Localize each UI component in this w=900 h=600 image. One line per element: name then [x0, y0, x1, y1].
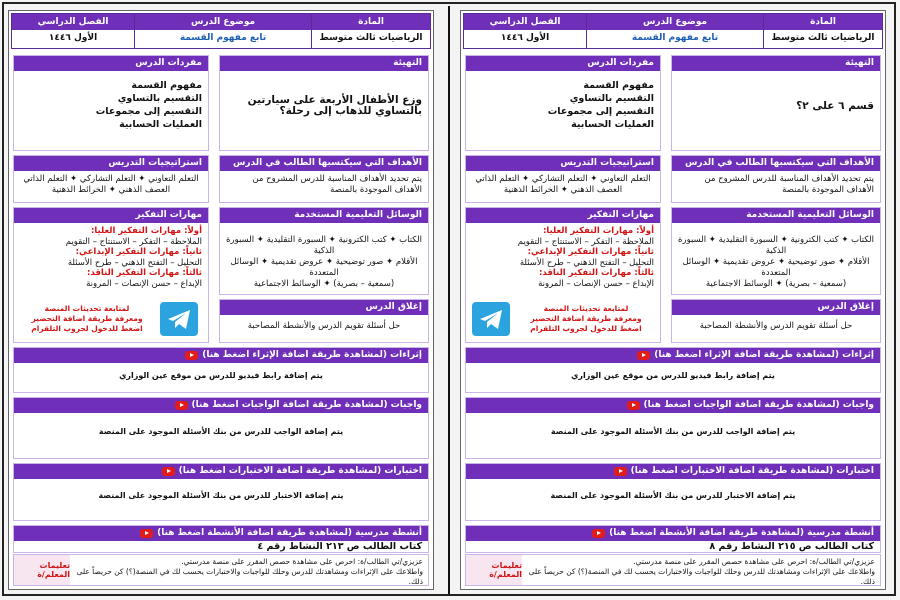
notes-text — [522, 555, 880, 585]
notes-line: واطلاعك على الإثراءات ومشاهدتك للدرس وحلك للواجبات والاختبارات يحسب لك في المنصة(؟) كن حريصاً على ذلك. — [76, 567, 423, 586]
enrich-label: إثراءات (لمشاهدة طريقة اضافة الإثراء اضغط هنا) — [654, 350, 874, 360]
activities-header[interactable] — [466, 526, 880, 541]
objectives-box — [219, 155, 429, 203]
notes-label: تعليمات المعلم/ة — [466, 555, 522, 585]
subject-label: المادة — [764, 14, 882, 30]
youtube-icon[interactable] — [614, 467, 627, 476]
objectives-header: الأهداف التي سيكتسبها الطالب في الدرس — [672, 156, 880, 171]
promo-line: لمتابعة تحديثات المنصة — [44, 304, 130, 313]
vocab-item: التقسيم بالتساوي — [569, 93, 654, 104]
enrich-text: يتم إضافة رابط فيديو للدرس من موقع عين الوزاري — [119, 371, 323, 380]
skills-box — [465, 207, 661, 343]
promo-line: ومعرفة طريقة اضافة التحضير — [31, 314, 143, 323]
notes-line: واطلاعك على الإثراءات ومشاهدتك للدرس وحلك للواجبات والاختبارات يحسب لك في المنصة(؟) كن حريصاً على ذلك. — [528, 567, 875, 586]
tests-section — [13, 463, 429, 521]
aids-box — [671, 207, 881, 295]
strategies-header: استراتيجيات التدريس — [14, 156, 208, 171]
topic-value: تابع مفهوم القسمة — [179, 33, 267, 43]
closing-text: حل أسئلة تقويم الدرس والأنشطة المصاحبة — [247, 321, 401, 331]
homework-section — [13, 397, 429, 459]
promo-line: اضغط للدخول لجروب التلقرام — [31, 324, 143, 333]
activity-text: كتاب الطالب ص ٢١٣ النشاط رقم ٤ — [257, 541, 422, 552]
lesson-header — [463, 13, 883, 49]
topic-value: تابع مفهوم القسمة — [631, 33, 719, 43]
tests-text: يتم إضافة الاختبار للدرس من بنك الأسئلة الموجود على المنصة — [550, 491, 796, 500]
youtube-icon[interactable] — [592, 529, 605, 538]
objectives-text: يتم تحديد الأهداف المناسبة للدرس المشروح من الأهداف الموجودة بالمنصة — [704, 174, 874, 195]
skills-heading: ثانياً: مهارات التفكير الإبداعي: — [75, 247, 202, 257]
topic-cell — [134, 14, 311, 48]
telegram-promo[interactable] — [18, 304, 156, 334]
enrich-section — [465, 347, 881, 393]
vocab-header: مفردات الدرس — [14, 56, 208, 71]
closing-text: حل أسئلة تقويم الدرس والأنشطة المصاحبة — [699, 321, 853, 331]
intro-header: التهيئة — [672, 56, 880, 71]
promo-line: ومعرفة طريقة اضافة التحضير — [530, 314, 642, 323]
activities-section — [13, 525, 429, 553]
activities-section — [465, 525, 881, 553]
closing-header: إغلاق الدرس — [220, 300, 428, 315]
skills-list — [466, 223, 660, 292]
intro-text: وزع الأطفال الأربعة على سيارتين بالتساوي للذهاب إلى رحلة؟ — [247, 94, 422, 117]
objectives-header: الأهداف التي سيكتسبها الطالب في الدرس — [220, 156, 428, 171]
closing-header: إغلاق الدرس — [672, 300, 880, 315]
homework-section — [465, 397, 881, 459]
closing-box — [671, 299, 881, 343]
activities-label: أنشطة مدرسية (لمشاهدة طريقة اضافة الأنشطة اضغط هنا) — [609, 528, 874, 538]
skills-text: التحليل – التفتح الذهني – طرح الأسئلة — [519, 257, 654, 268]
youtube-icon[interactable] — [627, 401, 640, 410]
term-cell — [12, 14, 134, 48]
vocab-item: التقسيم إلى مجموعات — [95, 106, 202, 117]
skills-list — [14, 223, 208, 292]
aid-line: (سمعية – بصرية) ✦ الوسائط الاجتماعية — [253, 279, 395, 289]
topic-label: موضوع الدرس — [135, 14, 311, 30]
subject-cell — [763, 14, 882, 48]
vocab-item: مفهوم القسمة — [131, 80, 202, 91]
aid-line: الكتاب ✦ كتب الكترونية ✦ السبورة التقليدية ✦ السبورة الذكية — [678, 235, 874, 256]
strategies-box — [465, 155, 661, 203]
tests-label: اختبارات (لمشاهدة طريقة اضافة الاختبارات اضغط هنا) — [178, 466, 422, 476]
vocab-item: مفهوم القسمة — [583, 80, 654, 91]
promo-line: لمتابعة تحديثات المنصة — [543, 304, 629, 313]
youtube-icon[interactable] — [185, 351, 198, 360]
enrich-text: يتم إضافة رابط فيديو للدرس من موقع عين الوزاري — [571, 371, 775, 380]
aids-list — [672, 223, 880, 293]
aids-list — [220, 223, 428, 293]
vocab-list — [14, 71, 208, 134]
strategies-list — [14, 171, 208, 199]
tests-header[interactable] — [466, 464, 880, 479]
term-label: الفصل الدراسي — [464, 14, 586, 30]
strategies-header: استراتيجيات التدريس — [466, 156, 660, 171]
term-label: الفصل الدراسي — [12, 14, 134, 30]
tests-section — [465, 463, 881, 521]
sheet-divider — [448, 6, 450, 594]
vocab-box — [465, 55, 661, 151]
intro-box — [219, 55, 429, 151]
intro-text: قسم ٦ على ٢؟ — [796, 100, 874, 112]
strategy-line: العصف الذهني ✦ الخرائط الذهنية — [503, 185, 623, 195]
aid-line: الأقلام ✦ صور توضيحية ✦ عروض تقديمية ✦ الوسائل المتعددة — [682, 257, 870, 278]
skills-heading: ثالثاً: مهارات التفكير الناقد: — [87, 268, 202, 278]
strategies-box — [13, 155, 209, 203]
enrich-section — [13, 347, 429, 393]
objectives-box — [671, 155, 881, 203]
tests-label: اختبارات (لمشاهدة طريقة اضافة الاختبارات اضغط هنا) — [630, 466, 874, 476]
skills-heading: ثانياً: مهارات التفكير الإبداعي: — [527, 247, 654, 257]
objectives-text: يتم تحديد الأهداف المناسبة للدرس المشروح من الأهداف الموجودة بالمنصة — [252, 174, 422, 195]
topic-label: موضوع الدرس — [587, 14, 763, 30]
youtube-icon[interactable] — [637, 351, 650, 360]
strategies-list — [466, 171, 660, 199]
telegram-icon[interactable] — [472, 302, 510, 336]
homework-label: واجبات (لمشاهدة طريقة اضافة الواجبات اضغط هنا) — [643, 400, 874, 410]
closing-box — [219, 299, 429, 343]
strategy-line: التعلم التعاوني ✦ التعلم التشاركي ✦ التعلم الذاتي — [23, 174, 199, 184]
aids-header: الوسائل التعليمية المستخدمة — [220, 208, 428, 223]
homework-header[interactable] — [466, 398, 880, 413]
skills-text: الإبداع – حسن الإنصات – المرونة — [538, 278, 654, 289]
notes-line: عزيزي/تي الطالب/ة: احرص على مشاهدة حصص المقرر على منصة مدرستي. — [181, 557, 423, 566]
teacher-notes — [465, 554, 881, 586]
subject-value: الرياضيات ثالث متوسط — [319, 33, 423, 43]
skills-heading: أولاً: مهارات التفكير العليا: — [542, 226, 654, 236]
skills-box — [13, 207, 209, 343]
intro-header: التهيئة — [220, 56, 428, 71]
skills-text: التحليل – التفتح الذهني – طرح الأسئلة — [67, 257, 202, 268]
strategy-line: التعلم التعاوني ✦ التعلم التشاركي ✦ التعلم الذاتي — [475, 174, 651, 184]
skills-text: الملاحظة – التفكر – الاستنتاج – التقويم — [517, 236, 654, 247]
teacher-notes — [13, 554, 429, 586]
vocab-list — [466, 71, 660, 134]
skills-text: الإبداع – حسن الإنصات – المرونة — [86, 278, 202, 289]
activity-text: كتاب الطالب ص ٢١٥ النشاط رقم ٨ — [709, 541, 874, 552]
vocab-header: مفردات الدرس — [466, 56, 660, 71]
skills-header: مهارات التفكير — [14, 208, 208, 223]
intro-box — [671, 55, 881, 151]
skills-header: مهارات التفكير — [466, 208, 660, 223]
youtube-icon[interactable] — [140, 529, 153, 538]
homework-text: يتم إضافة الواجب للدرس من بنك الأسئلة الموجود على المنصة — [550, 427, 796, 436]
homework-text: يتم إضافة الواجب للدرس من بنك الأسئلة الموجود على المنصة — [98, 427, 344, 436]
aid-line: (سمعية – بصرية) ✦ الوسائط الاجتماعية — [705, 279, 847, 289]
vocab-item: العمليات الحسابية — [571, 119, 654, 130]
aids-box — [219, 207, 429, 295]
skills-text: الملاحظة – التفكر – الاستنتاج – التقويم — [65, 236, 202, 247]
enrich-label: إثراءات (لمشاهدة طريقة اضافة الإثراء اضغط هنا) — [202, 350, 422, 360]
vocab-item: التقسيم إلى مجموعات — [547, 106, 654, 117]
lesson-header — [11, 13, 431, 49]
term-value: الأول ١٤٤٦ — [48, 33, 98, 43]
vocab-item: التقسيم بالتساوي — [117, 93, 202, 104]
skills-heading: أولاً: مهارات التفكير العليا: — [90, 226, 202, 236]
lesson-sheet-left — [8, 10, 434, 590]
aids-header: الوسائل التعليمية المستخدمة — [672, 208, 880, 223]
tests-text: يتم إضافة الاختبار للدرس من بنك الأسئلة الموجود على المنصة — [98, 491, 344, 500]
strategy-line: العصف الذهني ✦ الخرائط الذهنية — [51, 185, 171, 195]
youtube-icon[interactable] — [175, 401, 188, 410]
vocab-item: العمليات الحسابية — [119, 119, 202, 130]
tests-header[interactable] — [14, 464, 428, 479]
aid-line: الأقلام ✦ صور توضيحية ✦ عروض تقديمية ✦ الوسائل المتعددة — [230, 257, 418, 278]
homework-header[interactable] — [14, 398, 428, 413]
promo-line: اضغط للدخول لجروب التلقرام — [530, 324, 642, 333]
aid-line: الكتاب ✦ كتب الكترونية ✦ السبورة التقليدية ✦ السبورة الذكية — [226, 235, 422, 256]
notes-line: عزيزي/تي الطالب/ة: احرص على مشاهدة حصص المقرر على منصة مدرستي. — [633, 557, 875, 566]
notes-text — [70, 555, 428, 585]
subject-cell — [311, 14, 430, 48]
term-cell — [464, 14, 586, 48]
subject-label: المادة — [312, 14, 430, 30]
subject-value: الرياضيات ثالث متوسط — [771, 33, 875, 43]
enrich-header[interactable] — [466, 348, 880, 363]
lesson-sheet-right — [460, 10, 886, 590]
skills-heading: ثالثاً: مهارات التفكير الناقد: — [539, 268, 654, 278]
enrich-header[interactable] — [14, 348, 428, 363]
activities-header[interactable] — [14, 526, 428, 541]
term-value: الأول ١٤٤٦ — [500, 33, 550, 43]
vocab-box — [13, 55, 209, 151]
topic-cell — [586, 14, 763, 48]
homework-label: واجبات (لمشاهدة طريقة اضافة الواجبات اضغط هنا) — [191, 400, 422, 410]
telegram-promo[interactable] — [516, 304, 656, 334]
notes-label: تعليمات المعلم/ة — [14, 555, 70, 585]
telegram-icon[interactable] — [160, 302, 198, 336]
youtube-icon[interactable] — [162, 467, 175, 476]
activities-label: أنشطة مدرسية (لمشاهدة طريقة اضافة الأنشطة اضغط هنا) — [157, 528, 422, 538]
